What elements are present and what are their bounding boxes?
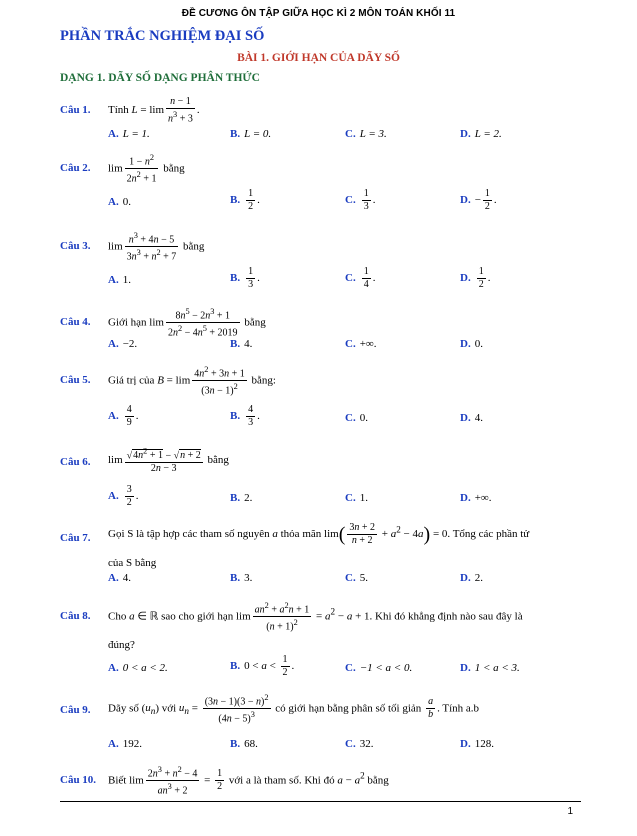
question-text: lim $\frac{1 - n^2}{2n^2 + 1}$ bằng [108, 153, 185, 185]
question-2 [60, 150, 581, 220]
option-d[interactable]: D. 4. [460, 412, 483, 424]
option-b[interactable]: B. $\frac{4}{3}$ . [230, 404, 260, 428]
option-a[interactable]: A. 0 < a < 2. [108, 662, 168, 674]
question-5 [60, 362, 581, 434]
question-7 [60, 520, 581, 590]
option-d[interactable]: D. +∞. [460, 492, 492, 504]
footer-rule [60, 801, 581, 802]
option-a[interactable]: A. 192. [108, 738, 142, 750]
option-c[interactable]: C. 1. [345, 492, 368, 504]
question-9 [60, 690, 581, 756]
question-3 [60, 228, 581, 298]
question-label: Câu 6. [60, 456, 91, 468]
option-a[interactable]: A. 1. [108, 274, 131, 286]
question-label: Câu 9. [60, 704, 91, 716]
option-b[interactable]: B. 0 < a < $\frac{1}{2}$ . [230, 654, 295, 678]
option-d[interactable]: D. L = 2. [460, 128, 502, 140]
option-a[interactable]: A. $\frac{3}{2}$ . [108, 484, 139, 508]
question-text: Biết lim $\frac{2n^3 + n^2 - 4}{an^3 + 2}$ = $\frac{1}{2}$ với a là tham số. Khi đó $a - a^2$ bằng [108, 765, 389, 797]
option-a[interactable]: A. L = 1. [108, 128, 150, 140]
option-b[interactable]: B. 4. [230, 338, 253, 350]
question-label: Câu 4. [60, 316, 91, 328]
option-c[interactable]: C. −1 < a < 0. [345, 662, 413, 674]
question-label: Câu 8. [60, 610, 91, 622]
option-d[interactable]: D. 128. [460, 738, 494, 750]
option-c[interactable]: C. 32. [345, 738, 374, 750]
option-c[interactable]: C. L = 3. [345, 128, 387, 140]
option-d[interactable]: D. 2. [460, 572, 483, 584]
option-c[interactable]: C. $\frac{1}{4}$ . [345, 266, 376, 290]
option-d[interactable]: D. − $\frac{1}{2}$ . [460, 188, 497, 212]
question-1 [60, 96, 581, 146]
option-a[interactable]: A. 4. [108, 572, 131, 584]
question-text-line2: của S bằng [108, 557, 157, 569]
question-8 [60, 598, 581, 680]
question-6 [60, 442, 581, 514]
question-text: lim $\frac{n^3 + 4n - 5}{3n^3 + n^2 + 7}$ bằng [108, 231, 205, 263]
option-b[interactable]: B. L = 0. [230, 128, 272, 140]
question-label: Câu 7. [60, 532, 91, 544]
question-10 [60, 762, 581, 798]
option-c[interactable]: C. $\frac{1}{3}$ . [345, 188, 376, 212]
option-b[interactable]: B. 2. [230, 492, 253, 504]
option-b[interactable]: B. $\frac{1}{3}$ . [230, 266, 260, 290]
option-a[interactable]: A. $\frac{4}{9}$ . [108, 404, 139, 428]
lesson-title: BÀI 1. GIỚI HẠN CỦA DÃY SỐ [237, 52, 400, 64]
option-a[interactable]: A. −2. [108, 338, 138, 350]
type-title: DẠNG 1. DÃY SỐ DẠNG PHÂN THỨC [60, 72, 260, 84]
question-label: Câu 3. [60, 240, 91, 252]
question-text: Tính L = lim $\frac{n - 1}{n^3 + 3}$ . [108, 96, 200, 125]
question-label: Câu 1. [60, 104, 91, 116]
question-text: Cho a ∈ ℝ sao cho giới hạn lim $\frac{an^2 + a^2n + 1}{(n + 1)^2}$ = $a^2 - a + 1$. Khi đó khẳng định nào sau đây là [108, 601, 523, 633]
question-text: Dãy số $(u_n)$ với $u_n$ = $\frac{(3n - 1)(3 - n)^2}{(4n - 5)^3}$ có giới hạn bằng phân số tối giản $\frac{a}{b}$ . Tính a.b [108, 693, 480, 725]
option-c[interactable]: C. 0. [345, 412, 368, 424]
page-number: 1 [567, 806, 573, 817]
option-b[interactable]: B. 68. [230, 738, 258, 750]
question-text: Gọi S là tập hợp các tham số nguyên a thỏa mãn lim( $\frac{3n + 2}{n + 2}$ + $a^2 - 4a) = 0$. Tổng các phần tử [108, 522, 530, 546]
question-label: Câu 5. [60, 374, 91, 386]
document-header: ĐỀ CƯƠNG ÔN TẬP GIỮA HỌC KÌ 2 MÔN TOÁN KHỐI 11 [181, 8, 456, 19]
question-text-line2: đúng? [108, 639, 135, 651]
question-4 [60, 306, 581, 356]
option-c[interactable]: C. 5. [345, 572, 368, 584]
question-label: Câu 10. [60, 774, 97, 786]
option-d[interactable]: D. $\frac{1}{2}$ . [460, 266, 491, 290]
option-c[interactable]: C. +∞. [345, 338, 377, 350]
question-label: Câu 2. [60, 162, 91, 174]
option-b[interactable]: B. 3. [230, 572, 253, 584]
question-text: Giới hạn lim $\frac{8n^5 - 2n^3 + 1}{2n^2 - 4n^5 + 2019}$ bằng [108, 307, 266, 339]
question-text: Giá trị của B = lim $\frac{4n^2 + 3n + 1}{(3n - 1)^2}$ bằng: [108, 365, 276, 397]
question-text: lim $\frac{√4n^2 + 1 - √n + 2}{2n - 3}$ bằng [108, 447, 229, 475]
option-b[interactable]: B. $\frac{1}{2}$ . [230, 188, 260, 212]
option-d[interactable]: D. 1 < a < 3. [460, 662, 520, 674]
part-title: PHẦN TRẮC NGHIỆM ĐẠI SỐ [60, 28, 265, 44]
option-d[interactable]: D. 0. [460, 338, 483, 350]
option-a[interactable]: A. 0. [108, 196, 131, 208]
